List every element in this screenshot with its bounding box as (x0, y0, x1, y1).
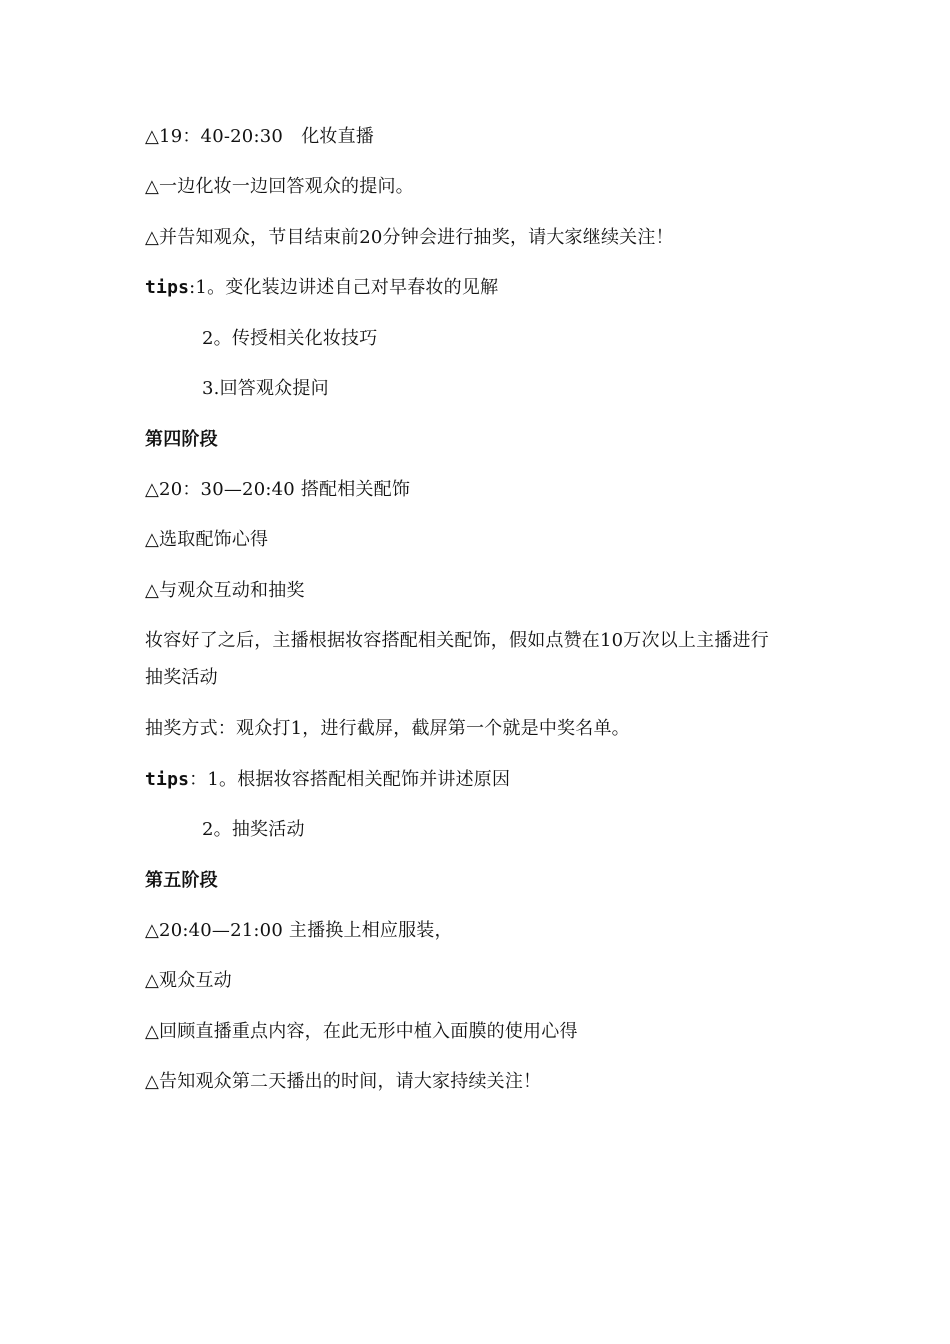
text-line: △告知观众第二天播出的时间，请大家持续关注！ (145, 1071, 542, 1092)
tips-text: ：1。根据妆容搭配相关配饰并讲述原因 (189, 769, 511, 790)
tips-item: 2。抽奖活动 (202, 819, 305, 840)
tips-item: 3.回答观众提问 (202, 378, 329, 399)
tips-line (145, 276, 498, 300)
schedule-line-makeup-live: △19：40-20:30 化妆直播 (145, 126, 375, 147)
tips-text: :1。变化装边讲述自己对早春妆的见解 (189, 277, 499, 298)
schedule-line-outfit: △20:40—21:00 主播换上相应服装， (145, 920, 453, 941)
text-line: △回顾直播重点内容，在此无形中植入面膜的使用心得 (145, 1021, 578, 1042)
tips-item: 2。传授相关化妆技巧 (202, 328, 378, 349)
tips-line (145, 768, 510, 792)
section-heading-stage-4: 第四阶段 (145, 429, 218, 450)
text-line: △与观众互动和抽奖 (145, 580, 305, 601)
text-line: △选取配饰心得 (145, 529, 269, 550)
text-line: △一边化妆一边回答观众的提问。 (145, 176, 414, 197)
schedule-line-accessories: △20：30—20:40 搭配相关配饰 (145, 479, 411, 500)
tips-label: tips (145, 769, 190, 790)
section-heading-stage-5: 第五阶段 (145, 870, 218, 891)
lottery-method-line: 抽奖方式：观众打1，进行截屏，截屏第一个就是中奖名单。 (145, 718, 630, 739)
text-line: △并告知观众，节目结束前20分钟会进行抽奖，请大家继续关注！ (145, 227, 674, 248)
paragraph-line: 抽奖活动 (145, 667, 218, 688)
text-line: △观众互动 (145, 970, 232, 991)
tips-label: tips (145, 277, 190, 298)
paragraph-line: 妆容好了之后，主播根据妆容搭配相关配饰，假如点赞在10万次以上主播进行 (145, 630, 769, 651)
